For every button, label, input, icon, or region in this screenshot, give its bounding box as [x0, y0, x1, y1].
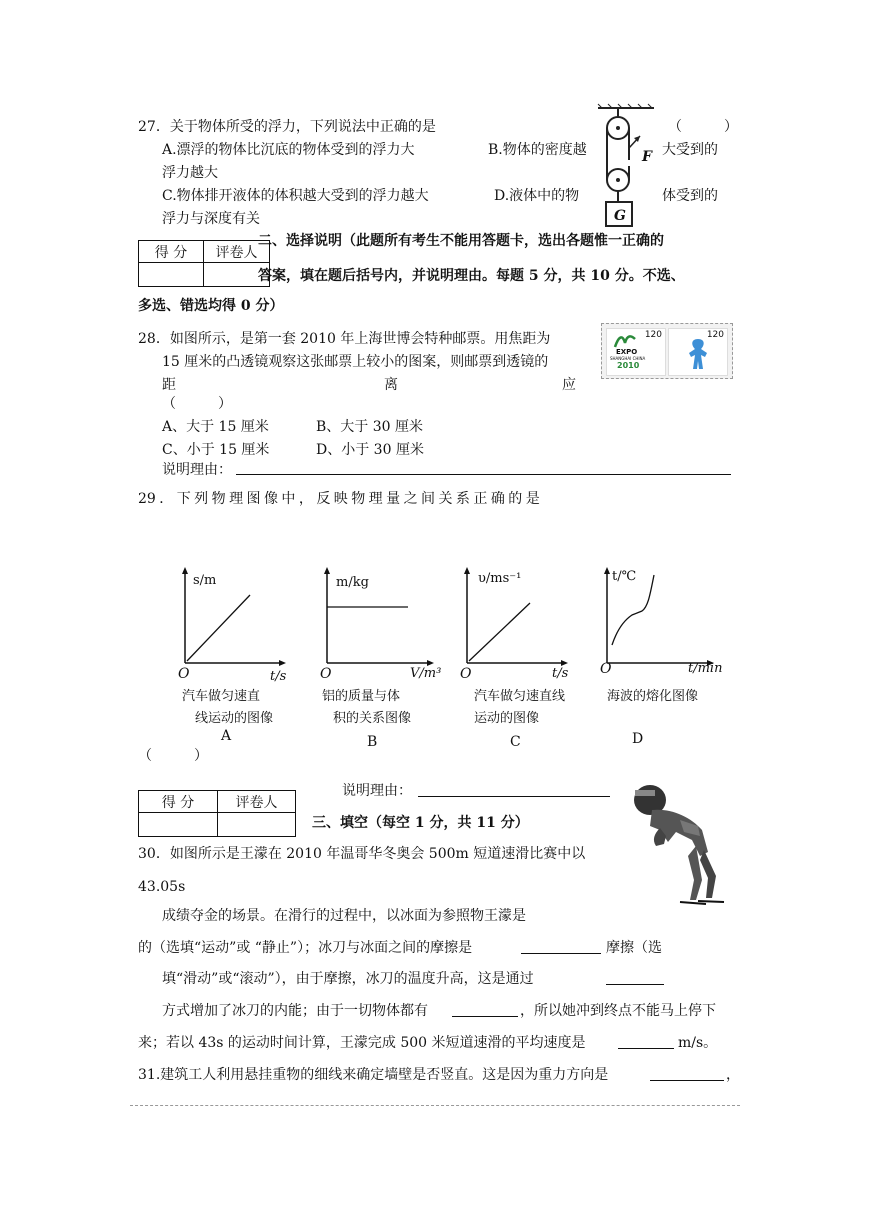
q31-tail: ，: [726, 1067, 740, 1083]
q30-line4b: 摩擦（选: [606, 940, 662, 956]
score-cell: 得 分: [139, 241, 204, 263]
q29-reason-blank[interactable]: [418, 796, 610, 797]
q29-answer-paren: （ ）: [138, 748, 208, 764]
q28-word-ying: 应: [562, 377, 576, 393]
q30-line7b: m/s。: [678, 1035, 718, 1051]
q29-stem: 29 ． 下 列 物 理 图 像 中 ， 反 映 物 理 量 之 间 关 系 正 确 的 是: [138, 491, 540, 507]
section2-line2: 答案，填在题后括号内，并说明理由。每题 5 分，共 10 分。不选、: [258, 268, 685, 284]
q27-option-c: C.物体排开液体的体积越大受到的浮力越大: [162, 188, 429, 204]
q27-option-a: A.漂浮的物体比沉底的物体受到的浮力大: [162, 142, 415, 158]
grader-cell: 评卷人: [218, 791, 296, 813]
graph-d-origin: O: [600, 661, 612, 677]
q30-blank-method[interactable]: [606, 984, 664, 985]
q30-line2: 43.05s: [138, 879, 186, 895]
q30-line5a: 填“滑动”或“滚动”），由于摩擦，冰刀的温度升高，这是通过: [162, 971, 534, 987]
q28-reason-blank[interactable]: [236, 474, 731, 475]
q27-option-d-cont: 浮力与深度有关: [162, 211, 260, 227]
q30-line1: 30．如图所示是王濛在 2010 年温哥华冬奥会 500m 短道速滑比赛中以: [138, 846, 586, 862]
q28-option-a: A、大于 15 厘米: [162, 419, 269, 435]
q27-option-d-tail: 体受到的: [662, 188, 718, 204]
graph-a-ylabel: s/m: [193, 573, 217, 588]
q30-line6a: 方式增加了冰刀的内能；由于一切物体都有: [162, 1003, 428, 1019]
q30-line6b: ，所以她冲到终点不能马上停下: [520, 1003, 716, 1019]
score-table-2: [138, 790, 296, 837]
graph-c-caption2: 运动的图像: [474, 711, 540, 726]
graph-b-caption1: 铝的质量与体: [322, 689, 401, 704]
q31-blank-gravity-direction[interactable]: [650, 1080, 724, 1081]
haibao-mascot-icon: [683, 337, 713, 371]
q27-stem: 27．关于物体所受的浮力，下列说法中正确的是: [138, 119, 436, 135]
section3-title: 三、填空（每空 1 分，共 11 分）: [312, 815, 529, 831]
pulley-weight-label: G: [614, 208, 626, 224]
stamp-expo-text: EXPO: [616, 348, 638, 356]
graph-a-caption1: 汽车做匀速直: [182, 689, 261, 704]
q31-line1: 31.建筑工人利用悬挂重物的细线来确定墙壁是否竖直。这是因为重力方向是: [138, 1067, 609, 1083]
q27-option-b-cont: 浮力越大: [162, 165, 218, 181]
pulley-force-label: F: [642, 149, 652, 165]
q28-option-b: B、大于 30 厘米: [316, 419, 424, 435]
graph-a: [170, 565, 290, 675]
graph-c-ylabel: υ/ms⁻¹: [478, 571, 522, 586]
graph-b: [312, 565, 442, 675]
stamp-left-value: 120: [644, 330, 662, 340]
graph-b-xlabel: V/m³: [410, 666, 442, 681]
page-divider: [130, 1105, 740, 1106]
pulley-figure: [596, 104, 656, 230]
section2-line1: 二、选择说明（此题所有考生不能用答题卡，选出各题惟一正确的: [258, 233, 664, 249]
graph-a-xlabel: t/s: [270, 669, 287, 684]
score-table-1: [138, 240, 270, 287]
q30-blank-inertia[interactable]: [452, 1016, 518, 1017]
stamp-year-text: 2010: [617, 361, 640, 370]
q28-word-ju: 距: [162, 377, 176, 393]
q27-option-b: B.物体的密度越: [488, 142, 587, 158]
speed-skater-figure: [620, 780, 732, 910]
q27-option-d: D.液体中的物: [494, 188, 580, 204]
stamp-left: [606, 328, 666, 376]
graph-c-xlabel: t/s: [552, 666, 569, 681]
graph-a-letter: A: [221, 728, 232, 744]
q27-answer-paren: （ ）: [668, 119, 738, 135]
stamp-right-value: 120: [706, 330, 724, 340]
graph-d-letter: D: [632, 731, 644, 747]
grader-blank[interactable]: [218, 813, 296, 837]
graph-c-letter: C: [510, 734, 521, 750]
q30-blank-speed[interactable]: [618, 1048, 674, 1049]
q28-word-li: 离: [384, 377, 398, 393]
score-blank[interactable]: [139, 813, 218, 837]
graph-a-caption2: 线运动的图像: [195, 711, 274, 726]
score-cell: 得 分: [139, 791, 218, 813]
q28-reason-label: 说明理由：: [162, 462, 232, 478]
q28-option-c: C、小于 15 厘米: [162, 442, 270, 458]
graph-b-ylabel: m/kg: [336, 575, 369, 590]
q30-line4a: 的（选填“运动”或 “静止”）；冰刀与冰面之间的摩擦是: [138, 940, 473, 956]
graph-b-caption2: 积的关系图像: [333, 711, 412, 726]
graph-b-letter: B: [367, 734, 378, 750]
q29-reason-label: 说明理由：: [342, 783, 412, 799]
expo-logo-icon: [613, 333, 637, 349]
stamp-city-text: SHANGHAI CHINA: [610, 356, 646, 361]
q27-option-b-tail: 大受到的: [662, 142, 718, 158]
q30-line7a: 来；若以 43s 的运动时间计算，王濛完成 500 米短道速滑的平均速度是: [138, 1035, 586, 1051]
section2-line3: 多选、错选均得 0 分）: [138, 298, 284, 314]
graph-d-ylabel: t/℃: [612, 569, 637, 584]
q28-answer-paren: （ ）: [162, 396, 232, 412]
grader-cell: 评卷人: [204, 241, 270, 263]
stamp-right: [668, 328, 728, 376]
graph-c-origin: O: [460, 666, 472, 682]
graph-c-caption1: 汽车做匀速直线: [474, 689, 566, 704]
graph-b-origin: O: [320, 666, 332, 682]
graph-a-origin: O: [178, 666, 190, 682]
graph-d-caption1: 海波的熔化图像: [607, 689, 699, 704]
graph-d-xlabel: t/min: [688, 661, 723, 676]
q30-blank-friction-type[interactable]: [521, 953, 601, 954]
expo-stamps: [601, 323, 733, 379]
q28-line1: 28．如图所示，是第一套 2010 年上海世博会特种邮票。用焦距为: [138, 331, 551, 347]
score-blank[interactable]: [139, 263, 204, 287]
q28-line2: 15 厘米的凸透镜观察这张邮票上较小的图案，则邮票到透镜的: [162, 354, 549, 370]
q30-line3: 成绩夺金的场景。在滑行的过程中，以冰面为参照物王濛是: [162, 908, 526, 924]
q28-option-d: D、小于 30 厘米: [316, 442, 424, 458]
